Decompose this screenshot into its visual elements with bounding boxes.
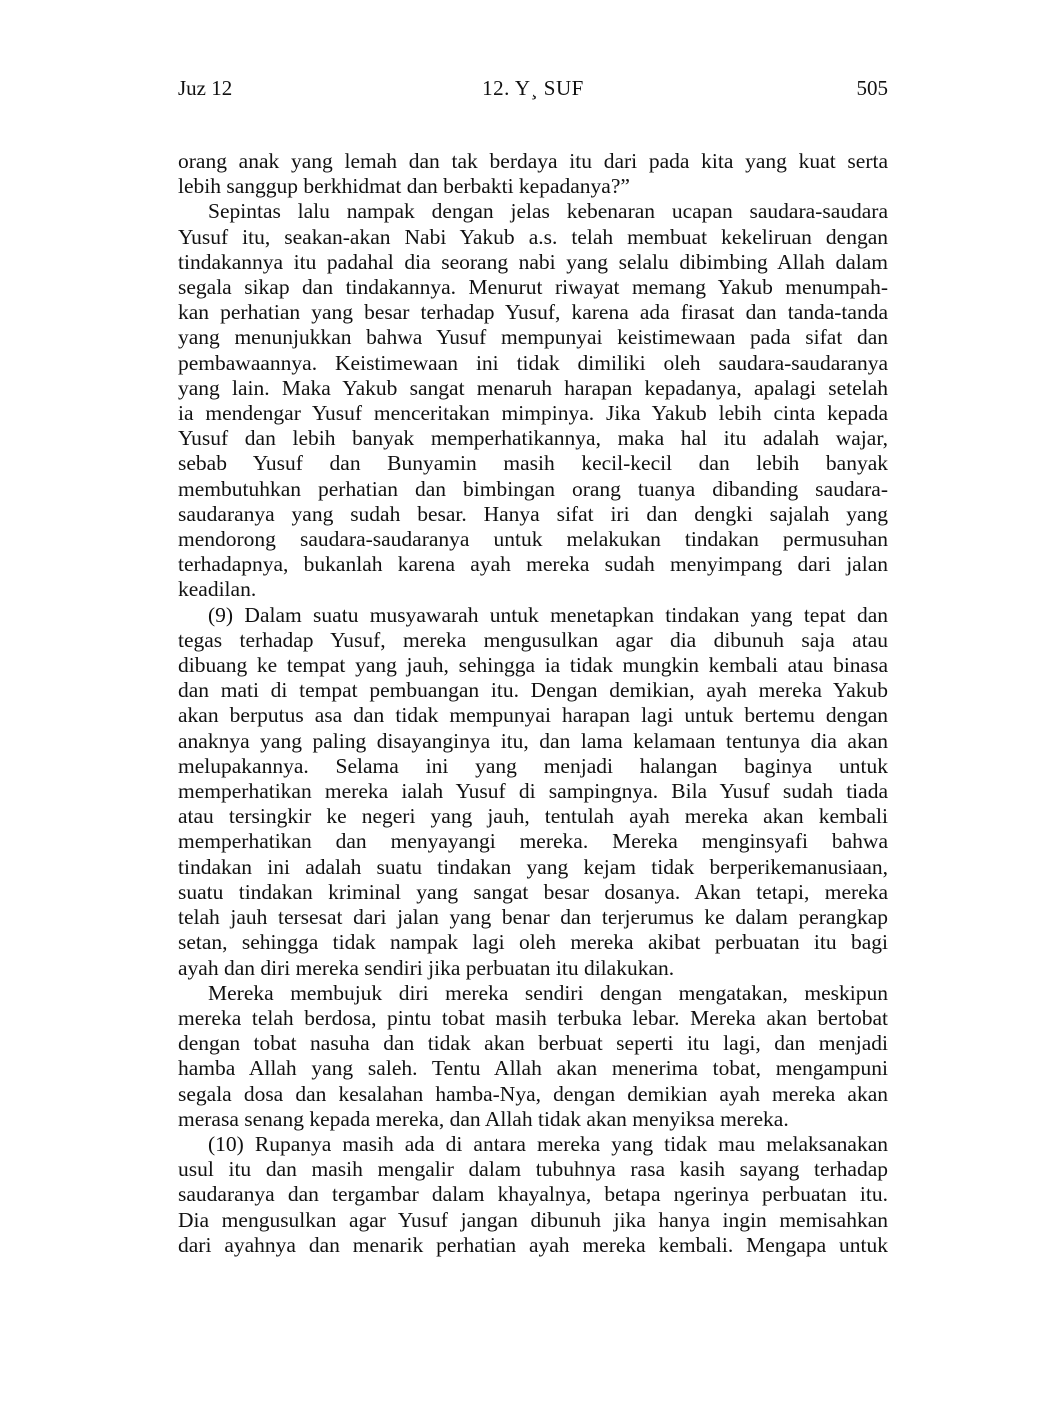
text-line: mendorong saudara-saudaranya untuk melakukan tindakan permusuhan (178, 527, 888, 552)
page-header (178, 74, 888, 102)
text-line: pembawaannya. Keistimewaan ini tidak dimiliki oleh saudara-saudaranya (178, 350, 888, 375)
text-line: ia mendengar Yusuf menceritakan mimpinya. Jika Yakub lebih cinta kepada (178, 401, 888, 426)
text-line: orang anak yang lemah dan tak berdaya itu dari pada kita yang kuat serta (178, 149, 888, 173)
text-line: yang menunjukkan bahwa Yusuf mempunyai keistimewaan pada sifat dan (178, 325, 888, 350)
document-body (178, 149, 888, 1258)
text-line: saudaranya yang sudah besar. Hanya sifat iri dan dengki sajalah yang (178, 501, 888, 526)
header-surah-title: 12. Y¸ SUF (482, 76, 584, 100)
text-line: ayah dan diri mereka sendiri jika perbuatan itu dilakukan. (178, 955, 675, 980)
text-line: yang lain. Maka Yakub sangat menaruh harapan kepadanya, apalagi setelah (178, 375, 888, 400)
text-line: saudaranya dan tergambar dalam khayalnya, betapa ngerinya perbuatan itu. (178, 1182, 888, 1207)
text-line: tegas terhadap Yusuf, mereka mengusulkan agar dia dibunuh saja atau (178, 627, 888, 652)
text-line: (9) Dalam suatu musyawarah untuk menetapkan tindakan yang tepat dan (208, 602, 888, 627)
text-line: Dia mengusulkan agar Yusuf jangan dibunuh jika hanya ingin memisahkan (178, 1207, 888, 1232)
text-line: suatu tindakan kriminal yang sangat besar dosanya. Akan tetapi, mereka (178, 879, 888, 904)
text-line: terhadapnya, bukanlah karena ayah mereka sudah menyimpang dari jalan (178, 552, 888, 577)
text-line: segala dosa dan kesalahan hamba-Nya, dengan demikian ayah mereka akan (178, 1081, 888, 1106)
text-line: memperhatikan mereka ialah Yusuf di sampingnya. Bila Yusuf sudah tiada (178, 779, 888, 804)
text-line: dibuang ke tempat yang jauh, sehingga ia tidak mungkin kembali atau binasa (178, 653, 888, 678)
header-page-number: 505 (856, 76, 888, 100)
text-line: mereka telah berdosa, pintu tobat masih terbuka lebar. Mereka akan bertobat (178, 1005, 888, 1030)
header-juz-label: Juz 12 (178, 76, 233, 100)
text-line: memperhatikan dan menyayangi mereka. Mereka menginsyafi bahwa (178, 829, 888, 854)
text-line: keadilan. (178, 577, 257, 602)
text-line: lebih sanggup berkhidmat dan berbakti kepadanya?” (178, 174, 630, 199)
text-line: hamba Allah yang saleh. Tentu Allah akan menerima tobat, mengampuni (178, 1056, 888, 1081)
text-line: merasa senang kepada mereka, dan Allah tidak akan menyiksa mereka. (178, 1106, 789, 1131)
text-line: setan, sehingga tidak nampak lagi oleh mereka akibat perbuatan itu bagi (178, 930, 888, 955)
text-line: melupakannya. Selama ini yang menjadi halangan baginya untuk (178, 753, 888, 778)
text-line: usul itu dan masih mengalir dalam tubuhnya rasa kasih sayang terhadap (178, 1157, 888, 1182)
text-line: dari ayahnya dan menarik perhatian ayah mereka kembali. Mengapa untuk (178, 1232, 888, 1257)
text-line: membutuhkan perhatian dan bimbingan orang tuanya dibanding saudara- (178, 476, 888, 501)
text-line: dan mati di tempat pembuangan itu. Dengan demikian, ayah mereka Yakub (178, 678, 888, 703)
text-line: dengan tobat nasuha dan tidak akan berbuat seperti itu lagi, dan menjadi (178, 1031, 888, 1056)
text-line: tindakannya itu padahal dia seorang nabi yang selalu dibimbing Allah dalam (178, 249, 888, 274)
text-line: Yusuf dan lebih banyak memperhatikannya, maka hal itu adalah wajar, (178, 426, 888, 451)
text-line: segala sikap dan tindakannya. Menurut riwayat memang Yakub menumpah- (178, 275, 888, 300)
text-line: anaknya yang paling disayanginya itu, dan lama kelamaan tentunya dia akan (178, 728, 888, 753)
text-line: atau tersingkir ke negeri yang jauh, tentulah ayah mereka akan kembali (178, 804, 888, 829)
text-line: Mereka membujuk diri mereka sendiri dengan mengatakan, meskipun (208, 980, 888, 1005)
text-line: tindakan ini adalah suatu tindakan yang kejam tidak berperikemanusiaan, (178, 854, 888, 879)
text-line: Yusuf itu, seakan-akan Nabi Yakub a.s. telah membuat kekeliruan dengan (178, 224, 888, 249)
text-line: (10) Rupanya masih ada di antara mereka yang tidak mau melaksanakan (208, 1131, 888, 1156)
text-line: kan perhatian yang besar terhadap Yusuf, karena ada firasat dan tanda-tanda (178, 300, 888, 325)
text-line: telah jauh tersesat dari jalan yang benar dan terjerumus ke dalam perangkap (178, 905, 888, 930)
text-line: akan berputus asa dan tidak mempunyai harapan lagi untuk bertemu dengan (178, 703, 888, 728)
text-line: sebab Yusuf dan Bunyamin masih kecil-kecil dan lebih banyak (178, 451, 888, 476)
text-line: Sepintas lalu nampak dengan jelas kebenaran ucapan saudara-saudara (208, 199, 888, 224)
